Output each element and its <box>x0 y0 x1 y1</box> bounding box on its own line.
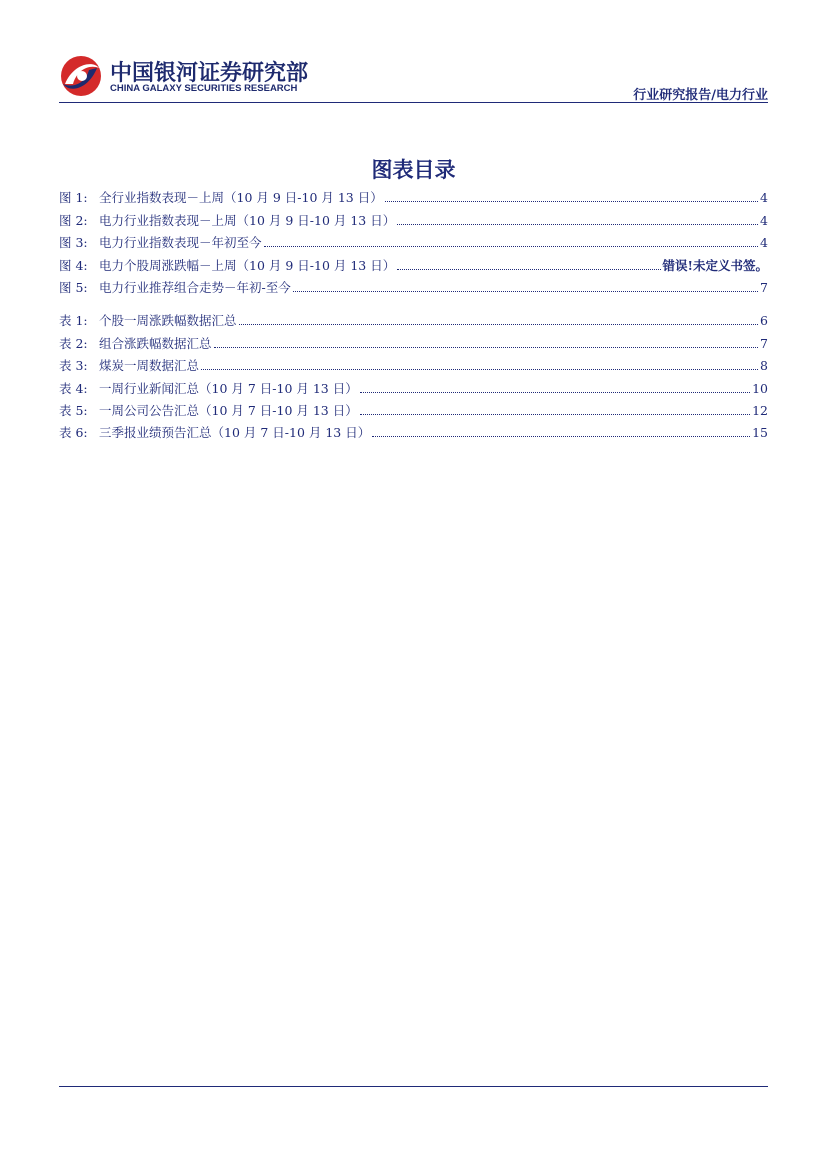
entry-label: 图 4: <box>59 257 88 273</box>
entry-label: 图 1: <box>59 190 88 206</box>
table-toc-entry[interactable] <box>59 351 768 373</box>
entry-label: 表 1: <box>59 313 88 329</box>
dot-leader <box>372 435 750 437</box>
entry-title: 煤炭一周数据汇总 <box>99 358 200 374</box>
entry-title: 一周公司公告汇总（10 月 7 日-10 月 13 日） <box>99 402 358 418</box>
galaxy-logo-icon <box>59 54 103 98</box>
brand-name-cn: 中国银河证券研究部 <box>110 61 309 86</box>
figure-toc-entry[interactable] <box>59 205 768 227</box>
entry-label: 表 5: <box>59 402 88 418</box>
header-divider <box>59 102 768 103</box>
brand-name-en: CHINA GALAXY SECURITIES RESEARCH <box>110 83 298 94</box>
dot-leader <box>385 200 758 202</box>
footer-divider <box>59 1086 768 1087</box>
entry-title: 电力行业推荐组合走势－年初-至今 <box>99 279 291 295</box>
table-list <box>59 306 768 440</box>
entry-title: 电力行业指数表现－上周（10 月 9 日-10 月 13 日） <box>99 212 396 228</box>
table-toc-entry[interactable] <box>59 328 768 350</box>
entry-title: 三季报业绩预告汇总（10 月 7 日-10 月 13 日） <box>99 425 371 441</box>
report-type: 行业研究报告/电力行业 <box>633 88 768 103</box>
entry-label: 表 4: <box>59 380 88 396</box>
toc-title: 图表目录 <box>371 157 456 182</box>
dot-leader <box>264 245 759 247</box>
dot-leader <box>293 290 758 292</box>
entry-page-number: 8 <box>760 358 768 374</box>
entry-page-number: 10 <box>752 380 768 396</box>
figure-toc-entry[interactable] <box>59 273 768 295</box>
figure-toc-entry[interactable] <box>59 250 768 272</box>
entry-title: 电力行业指数表现－年初至今 <box>99 235 262 251</box>
entry-page-number: 7 <box>760 335 768 351</box>
table-toc-entry[interactable] <box>59 306 768 328</box>
entry-title: 个股一周涨跌幅数据汇总 <box>99 313 237 329</box>
entry-label: 表 2: <box>59 335 88 351</box>
entry-page-number: 4 <box>760 190 768 206</box>
entry-page-number: 4 <box>760 212 768 228</box>
entry-page-number: 6 <box>760 313 768 329</box>
dot-leader <box>397 268 660 270</box>
entry-title: 电力个股周涨跌幅－上周（10 月 9 日-10 月 13 日） <box>99 257 396 273</box>
entry-title: 组合涨跌幅数据汇总 <box>99 335 212 351</box>
entry-label: 图 2: <box>59 212 88 228</box>
dot-leader <box>360 413 750 415</box>
entry-page-number: 7 <box>760 279 768 295</box>
table-toc-entry[interactable] <box>59 373 768 395</box>
entry-title: 全行业指数表现－上周（10 月 9 日-10 月 13 日） <box>99 190 383 206</box>
dot-leader <box>214 346 759 348</box>
entry-page-number: 12 <box>752 402 768 418</box>
entry-label: 图 5: <box>59 279 88 295</box>
table-toc-entry[interactable] <box>59 396 768 418</box>
table-toc-entry[interactable] <box>59 418 768 440</box>
figure-toc-entry[interactable] <box>59 228 768 250</box>
entry-page-number: 4 <box>760 235 768 251</box>
dot-leader <box>397 223 758 225</box>
entry-title: 一周行业新闻汇总（10 月 7 日-10 月 13 日） <box>99 380 358 396</box>
figure-toc-entry[interactable] <box>59 183 768 205</box>
entry-page-number: 错误!未定义书签。 <box>662 257 768 273</box>
entry-page-number: 15 <box>752 425 768 441</box>
entry-label: 表 3: <box>59 358 88 374</box>
dot-leader <box>201 368 758 370</box>
dot-leader <box>239 323 759 325</box>
dot-leader <box>360 391 750 393</box>
entry-label: 图 3: <box>59 235 88 251</box>
entry-label: 表 6: <box>59 425 88 441</box>
figure-list <box>59 183 768 295</box>
